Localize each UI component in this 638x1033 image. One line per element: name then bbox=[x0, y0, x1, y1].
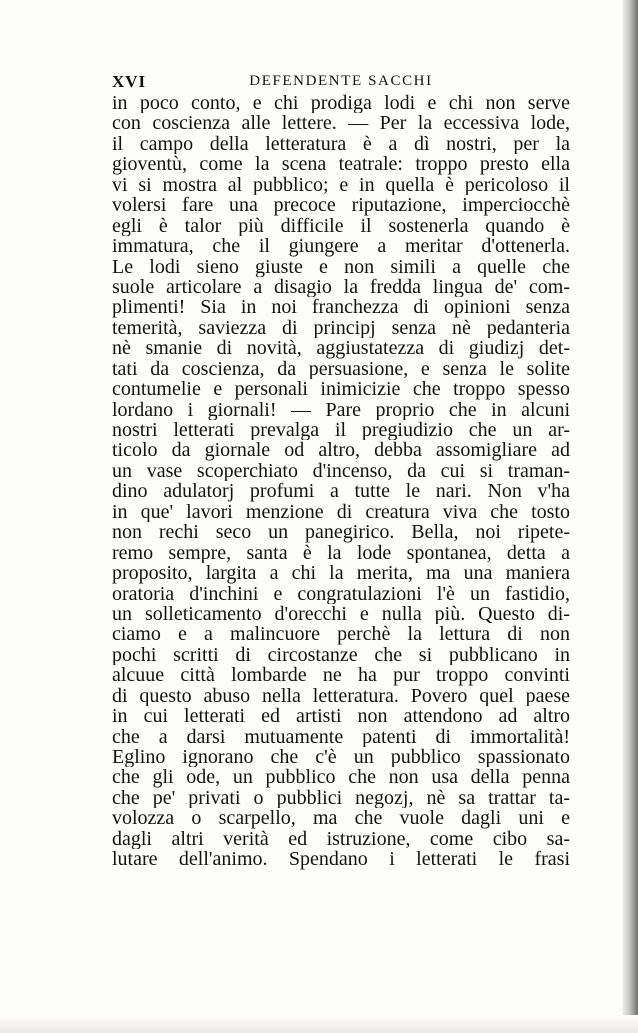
text-line: alcuue città lombarde ne ha pur troppo convinti bbox=[112, 665, 570, 686]
text-line: in cui letterati ed artisti non attendono ad altro bbox=[112, 706, 570, 727]
text-line: plimenti! Sia in noi franchezza di opinioni senza bbox=[112, 297, 570, 318]
text-line: immatura, che il giungere a meritar d'ottenerla. bbox=[112, 236, 570, 257]
text-line: con coscienza alle lettere. — Per la eccessiva lode, bbox=[112, 113, 570, 134]
text-line: lutare dell'animo. Spendano i letterati le frasi bbox=[112, 849, 570, 870]
text-line: tati da coscienza, da persuasione, e senza le solite bbox=[112, 358, 570, 380]
text-line: ticolo da giornale od altro, debba assomigliare ad bbox=[112, 440, 570, 461]
text-line: lordano i giornali! — Pare proprio che in alcuni bbox=[112, 399, 570, 420]
text-line: Le lodi sieno giuste e non simili a quelle che bbox=[112, 256, 570, 277]
text-line: non rechi seco un panegirico. Bella, noi ripete- bbox=[112, 522, 570, 543]
text-line: nè smanie di novità, aggiustatezza di giudizj det- bbox=[112, 338, 570, 359]
text-line: remo sempre, santa è la lode spontanea, detta a bbox=[112, 542, 570, 564]
text-line: temerità, saviezza di principj senza nè pedanteria bbox=[112, 317, 570, 339]
text-line: suole articolare a disagio la fredda lingua de' com- bbox=[112, 276, 570, 298]
text-line: Eglino ignorano che c'è un pubblico spassionato bbox=[112, 747, 570, 768]
text-line: pochi scritti di circostanze che si pubblicano in bbox=[112, 644, 570, 666]
page-binding-shadow bbox=[622, 0, 638, 1033]
page-bottom-edge bbox=[0, 1015, 638, 1033]
page-number: XVI bbox=[112, 72, 147, 91]
body-text bbox=[112, 93, 570, 870]
text-line: gioventù, come la scena teatrale: troppo presto ella bbox=[112, 154, 570, 175]
text-line: un vase scoperchiato d'incenso, da cui si traman- bbox=[112, 460, 570, 482]
text-line: in que' lavori menzione di creatura viva che tosto bbox=[112, 501, 570, 523]
text-line: il campo della letteratura è a dì nostri, per la bbox=[112, 133, 570, 155]
running-title: DEFENDENTE SACCHI bbox=[249, 73, 433, 89]
text-line: oratoria d'inchini e congratulazioni l'è un fastidio, bbox=[112, 583, 570, 604]
text-line: che pe' privati o pubblici negozj, nè sa trattar ta- bbox=[112, 787, 570, 809]
text-line: contumelie e personali inimicizie che troppo spesso bbox=[112, 379, 570, 400]
text-line: dagli altri verità ed istruzione, come cibo sa- bbox=[112, 828, 570, 850]
text-line: un solleticamento d'orecchi e nulla più. Questo di- bbox=[112, 603, 570, 625]
text-line: che a darsi mutuamente patenti di immortalità! bbox=[112, 726, 570, 747]
text-line: in poco conto, e chi prodiga lodi e chi non serve bbox=[112, 93, 570, 114]
text-line: proposito, largita a chi la merita, ma una maniera bbox=[112, 563, 570, 584]
text-line: ciamo e a malincuore perchè la lettura di non bbox=[112, 624, 570, 645]
text-line: egli è talor più difficile il sostenerla quando è bbox=[112, 215, 570, 237]
text-line: vi si mostra al pubblico; e in quella è pericoloso il bbox=[112, 174, 570, 196]
text-line: che gli ode, un pubblico che non usa della penna bbox=[112, 767, 570, 788]
text-line: volersi fare una precoce riputazione, imperciocchè bbox=[112, 195, 570, 216]
text-line: volozza o scarpello, ma che vuole dagli uni e bbox=[112, 808, 570, 829]
text-line: di questo abuso nella letteratura. Povero quel paese bbox=[112, 685, 570, 707]
text-line: nostri letterati prevalga il pregiudizio che un ar- bbox=[112, 420, 570, 441]
text-line: dino adulatorj profumi a tutte le nari. Non v'ha bbox=[112, 481, 570, 502]
